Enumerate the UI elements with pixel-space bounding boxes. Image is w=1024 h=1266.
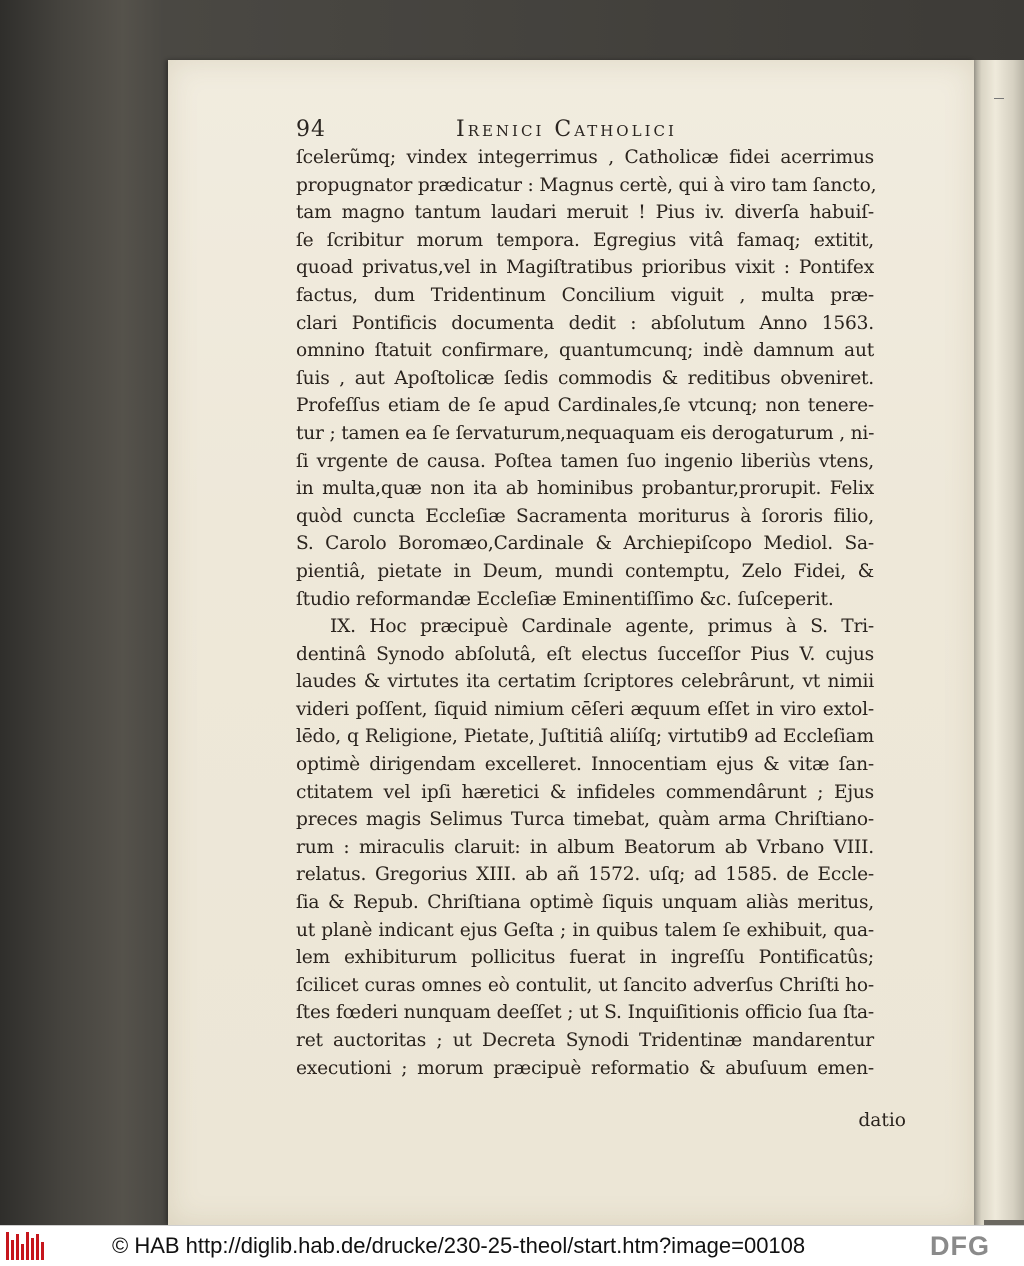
text-line: executioni ; morum præcipuè reformatio & abuſuum emen- xyxy=(296,1057,874,1079)
paragraph-start-line: IX. Hoc præcipuè Cardinale agente, primus à S. Tri- xyxy=(330,616,874,638)
text-line: factus, dum Tridentinum Concilium viguit , multa præ- xyxy=(296,284,874,306)
text-line: ſcilicet curas omnes eò contulit, ut ſancito adverſus Chriſti ho- xyxy=(296,974,874,996)
running-head-title: Irenici Catholici xyxy=(456,117,677,142)
text-line: pientiâ, pietate in Deum, mundi contemptu, Zelo Fidei, & xyxy=(296,560,874,582)
text-line: videri poſſent, ſiquid nimium cēſeri æquum eſſet in viro extol- xyxy=(296,698,874,720)
text-line: ſi vrgente de causa. Poſtea tamen ſuo ingenio liberiùs vtens, xyxy=(296,450,874,472)
text-line: Profeſſus etiam de ſe apud Cardinales,ſe vtcunq; non tenere- xyxy=(296,395,874,417)
text-line: ſtes fœderi nunquam deeſſet ; ut S. Inquiſitionis officio ſua ſta- xyxy=(296,1002,874,1024)
text-line: tam magno tantum laudari meruit ! Pius iv. diverſa habuiſ- xyxy=(296,202,874,224)
scanned-page xyxy=(168,60,974,1225)
text-line: ctitatem vel ipſi hæretici & infideles commendârunt ; Ejus xyxy=(296,781,874,803)
text-line: ſuis , aut Apoſtolicæ ſedis commodis & reditibus obveniret. xyxy=(296,367,874,389)
text-line: ſe ſcribitur morum tempora. Egregius vitâ famaq; extitit, xyxy=(296,229,874,251)
footer-bar xyxy=(0,1225,1024,1266)
page-edge-mark xyxy=(994,98,1004,99)
page-number: 94 xyxy=(296,117,326,142)
text-line: in multa,quæ non ita ab hominibus probantur,prorupit. Felix xyxy=(296,478,874,500)
text-line: tur ; tamen ea ſe ſervaturum,nequaquam eis derogaturum , ni- xyxy=(296,422,875,444)
hab-barcode-logo-icon[interactable] xyxy=(6,1232,46,1260)
text-line: ſcelerũmq; vindex integerrimus , Catholicæ fidei acerrimus xyxy=(296,147,874,168)
text-line: rum : miraculis claruit: in album Beatorum ab Vrbano VIII. xyxy=(296,836,874,858)
text-line: quoad privatus,vel in Magiſtratibus prioribus vixit : Pontifex xyxy=(296,257,874,279)
text-line: laudes & virtutes ita certatim ſcriptores celebrârunt, vt nimii xyxy=(296,671,874,693)
text-line: dentinâ Synodo abſolutâ, eſt electus ſucceſſor Pius V. cujus xyxy=(296,643,874,665)
text-line: lēdo, q Religione, Pietate, Juſtitiâ aliíſq; virtutib9 ad Eccleſiam xyxy=(296,726,874,748)
text-line: clari Pontificis documenta dedit : abſolutum Anno 1563. xyxy=(296,312,874,334)
text-line: ut planè indicant ejus Geſta ; in quibus talem ſe exhibuit, qua- xyxy=(296,919,874,941)
body-text xyxy=(296,144,877,1082)
text-line: S. Carolo Boromæo,Cardinale & Archiepiſcopo Mediol. Sa- xyxy=(296,533,874,555)
text-line: lem exhibiturum pollicitus fuerat in ingreſſu Pontificatûs; xyxy=(296,947,874,969)
running-head xyxy=(296,117,876,147)
text-line: optimè dirigendam excelleret. Innocentiam ejus & vitæ ſan- xyxy=(296,754,874,776)
text-line: ret auctoritas ; ut Decreta Synodi Tridentinæ mandarentur xyxy=(296,1030,874,1051)
text-line: relatus. Gregorius XIII. ab añ 1572. uſq; ad 1585. de Eccle- xyxy=(296,864,874,886)
catchword: datio xyxy=(858,1110,906,1131)
text-line: propugnator prædicatur : Magnus certè, qui à viro tam ſancto, xyxy=(296,174,877,196)
copyright-link[interactable]: © HAB http://diglib.hab.de/drucke/230-25-theol/start.htm?image=00108 xyxy=(112,1233,806,1258)
next-page-edge xyxy=(972,60,1024,1225)
dfg-logo[interactable]: DFG xyxy=(930,1231,990,1261)
text-line: ſtudio reformandæ Eccleſiæ Eminentiſſimo &c. ſuſceperit. xyxy=(296,588,834,610)
text-line: quòd cuncta Eccleſiæ Sacramenta moriturus à ſororis filio, xyxy=(296,505,874,527)
text-line: omnino ſtatuit confirmare, quantumcunq; indè damnum aut xyxy=(296,340,874,362)
text-line: preces magis Selimus Turca timebat, quàm arma Chriſtiano- xyxy=(296,809,874,831)
text-line: ſia & Repub. Chriſtiana optimè ſiquis unquam aliàs meritus, xyxy=(296,892,874,914)
